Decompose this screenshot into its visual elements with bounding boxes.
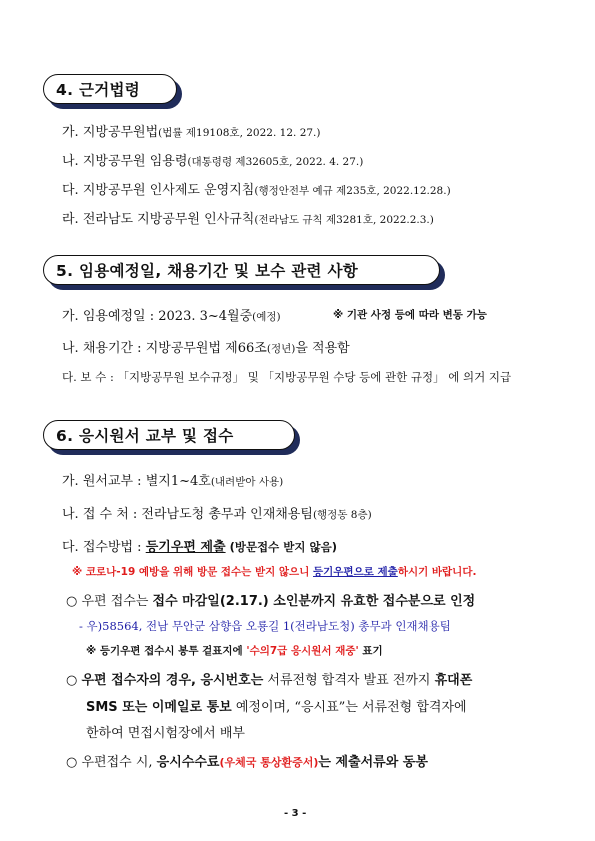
law-item: 라. 전라남도 지방공무원 인사규칙(전라남도 규칙 제3281호, 2022.2.3.) (62, 212, 434, 227)
law-item: 가. 지방공무원법(법률 제19108호, 2022. 12. 27.) (62, 125, 321, 140)
fee-notice: ○ 우편접수 시, 응시수수료(우체국 통상환증서)는 제출서류와 동봉 (66, 755, 428, 770)
section-title: 5. 임용예정일, 채용기간 및 보수 관련 사항 (56, 262, 359, 280)
section-title: 4. 근거법령 (56, 81, 141, 99)
law-item: 다. 지방공무원 인사제도 운영지침(행정안전부 예규 제235호, 2022.12.28.) (62, 183, 451, 198)
section-title: 6. 응시원서 교부 및 접수 (56, 427, 234, 445)
envelope-notice: ※ 등기우편 접수시 봉투 겉표지에 '수의7급 응시원서 재중' 표기 (86, 645, 383, 657)
section-4-header (43, 74, 177, 104)
law-item: 나. 지방공무원 임용령(대통령령 제32605호, 2022. 4. 27.) (62, 154, 364, 169)
employment-period: 나. 채용기간 : 지방공무원법 제66조(정년)을 적용함 (62, 341, 350, 356)
appointment-date: 가. 임용예정일 : 2023. 3~4월중(예정) (62, 309, 281, 324)
submission-place: 나. 접 수 처 : 전라남도청 총무과 인재채용팀(행정동 8층) (62, 507, 372, 522)
exam-number-notice: ○ 우편 접수자의 경우, 응시번호는 서류전형 합격자 발표 전까지 휴대폰 (66, 673, 473, 688)
postal-deadline: ○ 우편 접수는 접수 마감일(2.17.) 소인분까지 유효한 접수분으로 인정 (66, 594, 476, 609)
salary-info: 다. 보 수 : 「지방공무원 보수규정」 및 「지방공무원 수당 등에 관한 규정」 에 의거 지급 (62, 370, 512, 384)
mailing-address: - 우)58564, 전남 무안군 삼향읍 오룡길 1(전라남도청) 총무과 인재채용팀 (79, 619, 451, 633)
form-distribution: 가. 원서교부 : 별지1~4호(내려받아 사용) (62, 474, 284, 489)
submission-method: 다. 접수방법 : 등기우편 제출 (방문접수 받지 않음) (62, 540, 337, 555)
change-note: ※ 기관 사정 등에 따라 변동 가능 (333, 309, 487, 321)
section-6-header (43, 420, 295, 450)
section-5-header (43, 255, 440, 285)
covid-notice: ※ 코로나-19 예방을 위해 방문 접수는 받지 않으니 등기우편으로 제출하시기 바랍니다. (72, 566, 477, 578)
exam-number-notice-cont: 한하여 면접시험장에서 배부 (86, 726, 245, 741)
exam-number-notice-cont: SMS 또는 이메일로 통보 예정이며, “응시표”는 서류전형 합격자에 (86, 700, 467, 715)
page-number: - 3 - (284, 808, 307, 819)
